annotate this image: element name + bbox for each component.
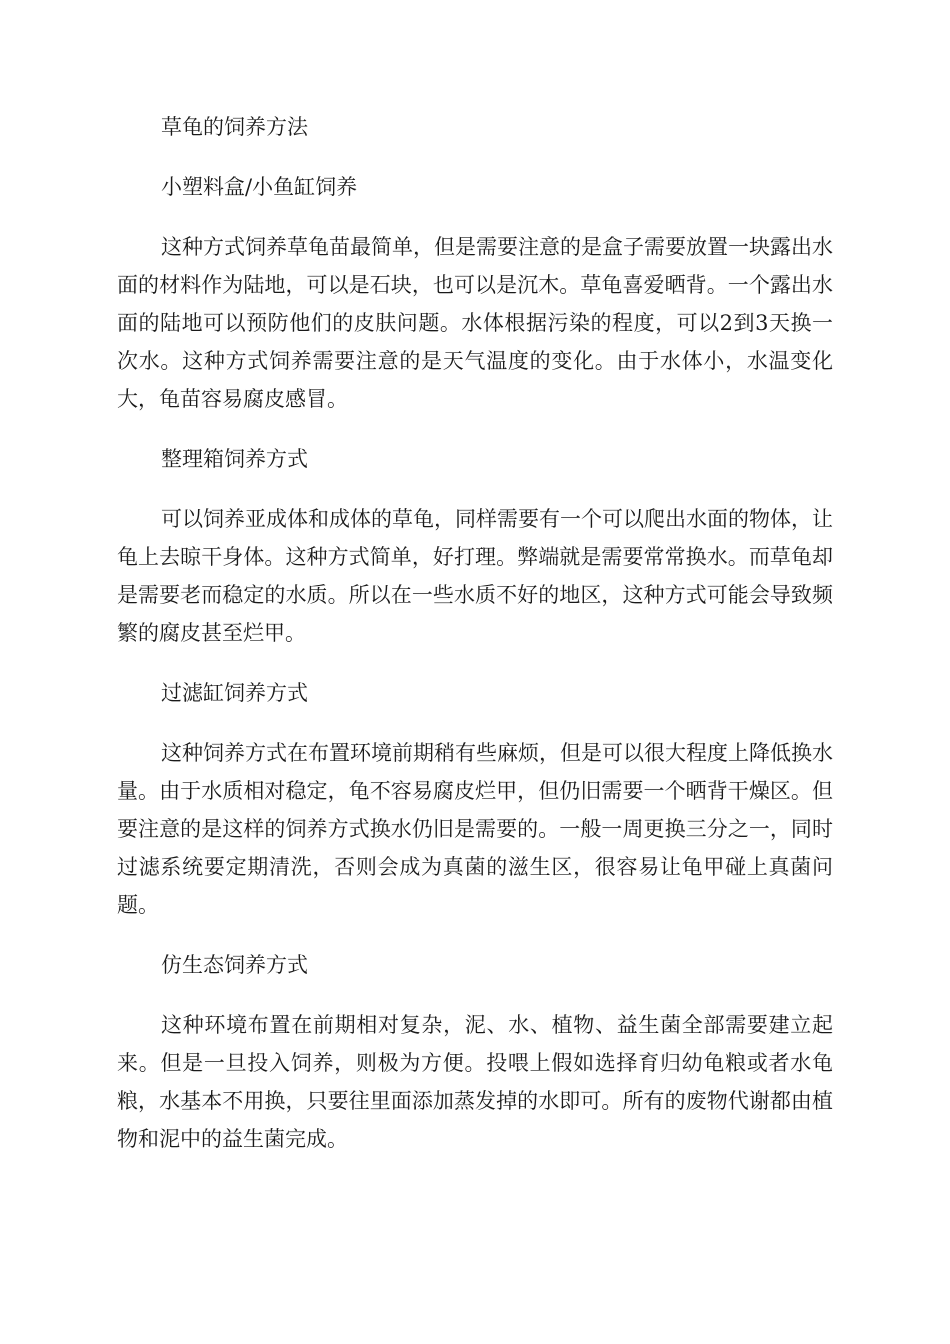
document-page (117, 108, 833, 1158)
section-heading: 过滤缸饲养方式 (161, 681, 308, 705)
section-heading: 小塑料盒/小鱼缸饲养 (161, 175, 358, 199)
section-paragraph: 这种方式饲养草龟苗最简单，但是需要注意的是盒子需要放置一块露出水面的材料作为陆地，可以是石块，也可以是沉木。草龟喜爱晒背。一个露出水面的陆地可以预防他们的皮肤问题。水体根据污染的程度，可以2到3天换一次水。这种方式饲养需要注意的是天气温度的变化。由于水体小，水温变化大，龟苗容易腐皮感冒。 (117, 235, 833, 411)
section-paragraph: 这种环境布置在前期相对复杂，泥、水、植物、益生菌全部需要建立起来。但是一旦投入饲养，则极为方便。投喂上假如选择育归幼龟粮或者水龟粮，水基本不用换，只要往里面添加蒸发掉的水即可。所有的废物代谢都由植物和泥中的益生菌完成。 (117, 1013, 833, 1151)
section-paragraph: 可以饲养亚成体和成体的草龟，同样需要有一个可以爬出水面的物体，让龟上去晾干身体。这种方式简单，好打理。弊端就是需要常常换水。而草龟却是需要老而稳定的水质。所以在一些水质不好的地区，这种方式可能会导致频繁的腐皮甚至烂甲。 (117, 507, 833, 645)
section-heading: 仿生态饲养方式 (161, 953, 308, 977)
section-heading: 整理箱饲养方式 (161, 447, 308, 471)
section-paragraph: 这种饲养方式在布置环境前期稍有些麻烦，但是可以很大程度上降低换水量。由于水质相对稳定，龟不容易腐皮烂甲，但仍旧需要一个晒背干燥区。但要注意的是这样的饲养方式换水仍旧是需要的。一般一周更换三分之一，同时过滤系统要定期清洗，否则会成为真菌的滋生区，很容易让龟甲碰上真菌问题。 (117, 741, 833, 917)
document-title: 草龟的饲养方法 (161, 115, 308, 139)
